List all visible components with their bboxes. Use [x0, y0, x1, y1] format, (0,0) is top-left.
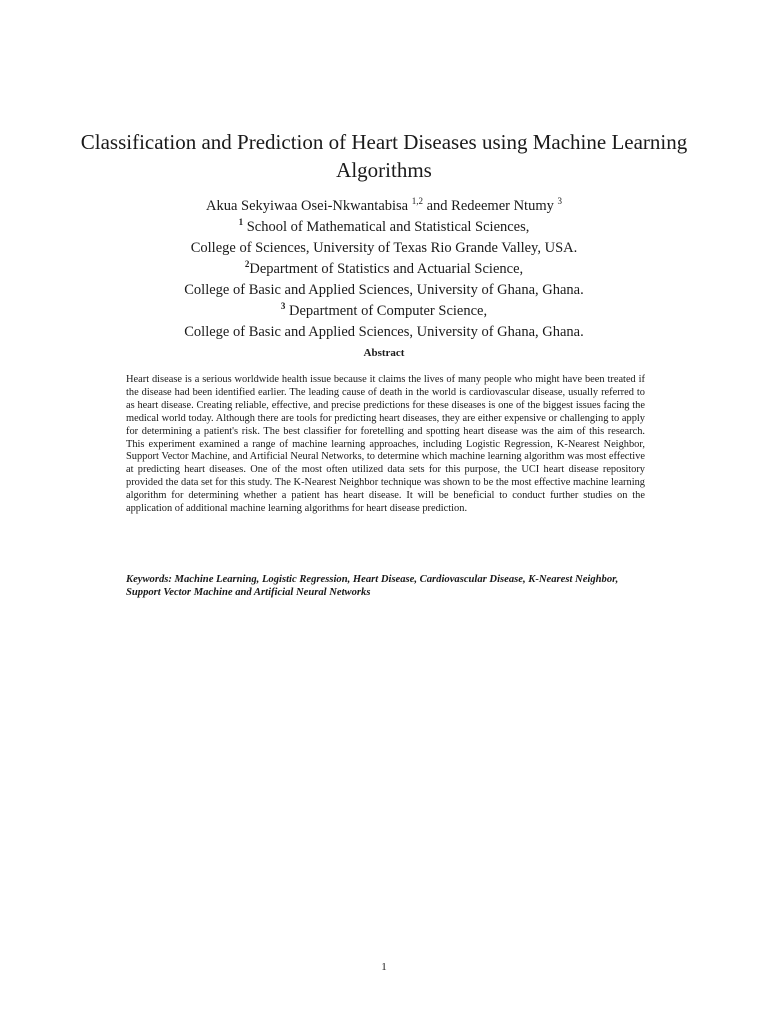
abstract-text: Heart disease is a serious worldwide health issue because it claims the lives of many people who might have been treated if the disease had been identified earlier. The leading cause of death in the world is cardiovascular disease, usually referred to as heart disease. Creating reliable, effective, and precise predictions for these diseases is one of the biggest issues facing the medical world today. Although there are tools for predicting heart diseases, they are either expensive or challenging to apply for determining a patient's risk. The best classifier for foretelling and spotting heart disease was the aim of this research. This experiment examined a range of machine learning approaches, including Logistic Regression, K-Nearest Neighbor, Support Vector Machine, and Artificial Neural Networks, to determine which machine learning algorithm was most effective at predicting heart diseases. One of the most often utilized data sets for this purpose, the UCI heart disease repository provided the data set for this study. The K-Nearest Neighbor technique was shown to be the most effective machine learning algorithm for determining whether a patient has heart disease. It will be beneficial to conduct further studies on the application of additional machine learning algorithms for heart disease prediction.: [126, 374, 645, 515]
affiliation-text: College of Basic and Applied Sciences, University of Ghana, Ghana.: [184, 282, 584, 298]
author-superscript: 3: [557, 196, 562, 207]
affiliation-text: College of Sciences, University of Texas Rio Grande Valley, USA.: [190, 240, 578, 256]
affiliation-line: [80, 301, 688, 322]
affiliation-line: [80, 322, 688, 343]
affiliation-text: School of Mathematical and Statistical Sciences,: [243, 219, 530, 235]
paper-title: Classification and Prediction of Heart Diseases using Machine Learning Algorithms: [80, 130, 688, 182]
affiliation-line: [80, 280, 688, 301]
authors-line: [80, 196, 688, 217]
author-superscript: 1,2: [411, 196, 423, 207]
author-name: and Redeemer Ntumy: [423, 198, 558, 214]
affiliation-text: College of Basic and Applied Sciences, University of Ghana, Ghana.: [184, 324, 584, 340]
author-affiliation-block: [80, 196, 688, 343]
affiliation-line: [80, 217, 688, 238]
affiliation-line: [80, 259, 688, 280]
abstract-heading: Abstract: [363, 347, 405, 359]
affiliation-line: [80, 238, 688, 259]
affiliation-text: Department of Statistics and Actuarial Science,: [249, 261, 524, 277]
affiliation-marker: 2: [244, 259, 250, 270]
affiliation-marker: 3: [280, 301, 286, 312]
affiliation-marker: 1: [238, 217, 244, 228]
affiliation-text: Department of Computer Science,: [285, 303, 488, 319]
keywords-text: Keywords: Machine Learning, Logistic Regression, Heart Disease, Cardiovascular Disease, K-Nearest Neighbor, Support Vector Machine and Artificial Neural Networks: [126, 574, 619, 598]
page-number: 1: [381, 961, 387, 973]
author-name: Akua Sekyiwaa Osei-Nkwantabisa: [205, 198, 412, 214]
